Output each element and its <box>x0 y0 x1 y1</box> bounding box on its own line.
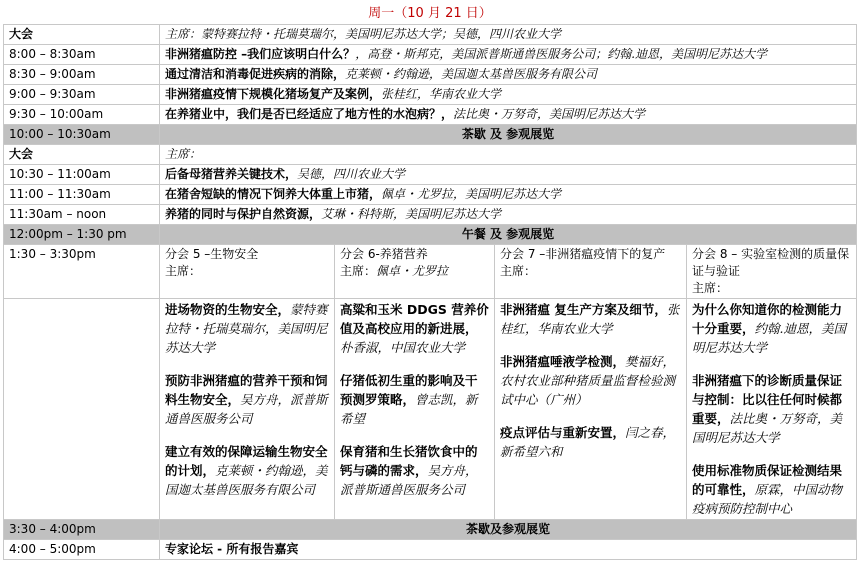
talk-title: 通过清洁和消毒促进疾病的消除， <box>165 67 346 81</box>
breakout-talk: 建立有效的保障运输生物安全的计划，克莱顿・约翰逊，美国迦太基兽医服务有限公司 <box>165 444 328 497</box>
time-slot: 11:30am – noon <box>4 205 160 225</box>
track-talks <box>160 299 335 520</box>
track-title: 分会 8 – 实验室检测的质量保证与验证 <box>692 247 850 278</box>
breakout-talk: 预防非洲猪瘟的营养干预和饲料生物安全，吴方舟，派普斯通兽医服务公司 <box>165 373 328 426</box>
talk-title: 在猪舍短缺的情况下饲养大体重上市猪， <box>165 187 382 201</box>
time-slot: 3:30 – 4:00pm <box>4 520 160 540</box>
breakout-talk: 保育猪和生长猪饮食中的钙与磷的需求，吴方舟，派普斯通兽医服务公司 <box>340 444 478 497</box>
breakout-talk: 使用标准物质保证检测结果的可靠性，原霖，中国动物疫病预防控制中心 <box>692 463 843 516</box>
breakout-talks-row <box>4 299 857 520</box>
track-header <box>160 245 335 299</box>
plenary-row <box>4 145 857 165</box>
talk-speaker: 克莱顿・约翰逊，美国迦太基兽医服务有限公司 <box>345 67 598 81</box>
breakout-talk: 仔猪低初生重的影响及干预测罗策略，曾志凯，新希望 <box>340 373 478 426</box>
talk-title: 专家论坛 - 所有报告嘉宾 <box>160 540 857 560</box>
breakout-header-row <box>4 245 857 299</box>
track-header <box>687 245 857 299</box>
chair-label: 主席： <box>165 264 202 278</box>
break-label: 茶歇及参观展览 <box>160 520 857 540</box>
time-slot: 8:00 – 8:30am <box>4 45 160 65</box>
time-slot: 10:00 – 10:30am <box>4 125 160 145</box>
talk-speaker: 佩卓・尤罗拉，美国明尼苏达大学 <box>381 187 562 201</box>
talk-title: 在养猪业中，我们是否已经适应了地方性的水泡病？， <box>165 107 454 121</box>
talk-cell <box>160 65 857 85</box>
talk-row <box>4 65 857 85</box>
breakout-talk: 进场物资的生物安全，蒙特赛拉特・托瑞莫瑞尔，美国明尼苏达大学 <box>165 302 328 355</box>
break-label: 茶歇 及 参观展览 <box>160 125 857 145</box>
talk-row <box>4 540 857 560</box>
talk-row <box>4 205 857 225</box>
talk-cell <box>160 165 857 185</box>
time-slot: 10:30 – 11:00am <box>4 165 160 185</box>
time-slot: 9:30 – 10:00am <box>4 105 160 125</box>
empty-cell <box>4 299 160 520</box>
talk-cell <box>160 185 857 205</box>
chair-label: 主席： <box>160 145 857 165</box>
track-title: 分会 7 –非洲猪瘟疫情下的复产 <box>500 247 666 261</box>
talk-row <box>4 105 857 125</box>
chair-label: 主席： <box>692 281 729 295</box>
track-talks <box>687 299 857 520</box>
track-header <box>335 245 495 299</box>
track-title: 分会 6-养猪营养 <box>340 247 428 261</box>
time-slot: 9:00 – 9:30am <box>4 85 160 105</box>
talk-title: 后备母猪营养关键技术， <box>165 167 298 181</box>
talk-speaker: 张桂红，华南农业大学 <box>381 87 502 101</box>
session-label: 大会 <box>4 25 160 45</box>
time-slot: 11:00 – 11:30am <box>4 185 160 205</box>
time-slot: 4:00 – 5:00pm <box>4 540 160 560</box>
breakout-talk: 非洲猪瘟唾液学检测，樊福好，农村农业部种猪质量监督检验测试中心（广州） <box>500 354 676 407</box>
breakout-talk: 为什么你知道你的检测能力十分重要，约翰.迪恩，美国明尼苏达大学 <box>692 302 846 355</box>
talk-cell <box>160 105 857 125</box>
talk-row <box>4 85 857 105</box>
break-row <box>4 125 857 145</box>
talk-title: 非洲猪瘟防控 –我们应该明白什么？ <box>165 47 356 61</box>
chair-names: 蒙特赛拉特・托瑞莫瑞尔，美国明尼苏达大学；吴德，四川农业大学 <box>201 27 562 41</box>
break-row <box>4 225 857 245</box>
schedule-table <box>3 3 857 560</box>
track-talks <box>495 299 687 520</box>
talk-row <box>4 185 857 205</box>
talk-cell <box>160 205 857 225</box>
chair-label: 主席： <box>165 27 202 41</box>
talk-row <box>4 45 857 65</box>
talk-title: 养猪的同时与保护自然资源， <box>165 207 322 221</box>
breakout-talk: 疫点评估与重新安置，闫之春，新希望六和 <box>500 425 676 459</box>
chair-cell <box>160 25 857 45</box>
break-label: 午餐 及 参观展览 <box>160 225 857 245</box>
talk-title: 非洲猪瘟疫情下规模化猪场复产及案例， <box>165 87 382 101</box>
track-title: 分会 5 –生物安全 <box>165 247 259 261</box>
chair-label: 主席：佩卓・尤罗拉 <box>340 264 449 278</box>
talk-speaker: 吴德，四川农业大学 <box>297 167 406 181</box>
day-header: 周一（10 月 21 日） <box>4 4 857 25</box>
breakout-talk: 高粱和玉米 DDGS 营养价值及高校应用的新进展，朴香淑，中国农业大学 <box>340 302 489 355</box>
time-slot: 12:00pm – 1:30 pm <box>4 225 160 245</box>
chair-label: 主席： <box>500 264 537 278</box>
talk-cell <box>160 85 857 105</box>
talk-cell <box>160 45 857 65</box>
plenary-row <box>4 25 857 45</box>
break-row <box>4 520 857 540</box>
talk-speaker: 法比奥・万努奇，美国明尼苏达大学 <box>453 107 646 121</box>
time-slot: 8:30 – 9:00am <box>4 65 160 85</box>
session-label: 大会 <box>4 145 160 165</box>
talk-row <box>4 165 857 185</box>
time-slot: 1:30 – 3:30pm <box>4 245 160 299</box>
track-header <box>495 245 687 299</box>
talk-speaker: 艾琳・科特斯，美国明尼苏达大学 <box>321 207 502 221</box>
breakout-talk: 非洲猪瘟下的诊断质量保证与控制：比以往任何时候都重要，法比奥・万努奇，美国明尼苏达大学 <box>692 373 843 445</box>
breakout-talk: 非洲猪瘟 复生产方案及细节，张桂红，华南农业大学 <box>500 302 680 336</box>
track-talks <box>335 299 495 520</box>
talk-speaker: ，高登・斯邦克，美国派普斯通兽医服务公司；约翰.迪恩，美国明尼苏达大学 <box>355 47 768 61</box>
day-header-row <box>4 4 857 25</box>
